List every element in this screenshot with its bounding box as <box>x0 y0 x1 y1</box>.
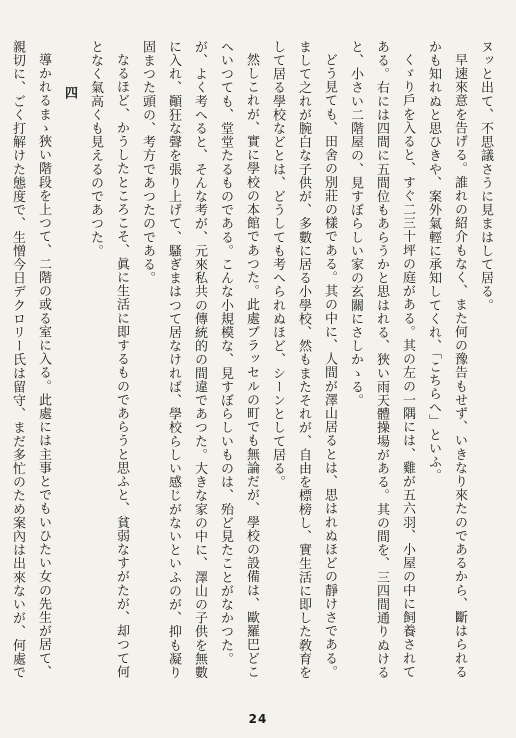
paragraph: 早速來意を告げる。誰れの紹介もなく、また何の豫告もせず、いきなり來たのであるから、斷はられるかも知れぬと思ひきや、案外氣輕に承知してくれ、「こちらへ」といふ。 <box>426 40 467 679</box>
paragraph: 導かれるまゝ狹い階段を上つて、二階の或る室に入る。此處には主事とでもいひたい女の先生が居て、親切に、ごく打解けた態度で、生憎今日デクロリー氏は留守、まだ多忙のため案內は出來ないが、何處で <box>10 40 51 680</box>
paragraph: なるほど、かうしたところこそ、眞に生活に即するものであらうと思ふと、貧弱なすがたが、却つて何となく氣高くも見えるのであつた。 <box>88 40 129 679</box>
section-heading: 四 <box>62 85 77 100</box>
paragraph: くゞり戶を入ると、すぐ二三十坪の庭がある。其の左の一隅には、雞が五六羽、小屋の中に飼養されてある。右には四間に五間位もあらうかと思はれる、狹い雨天體操場がある。其の間を、三四間通りぬけると、小さい二階屋の、見すぼらしい家の玄關にさしかゝる。 <box>348 40 415 680</box>
paragraph: どう見ても、田舍の別莊の樣である。其の中に、人間が澤山居るとは、思はれぬほどの靜けさである。まして之れが腕白な子供が、多數に居る小學校、然もまたそれが、自由を標榜し、實生活に即した敎育をして居る學校などとは、どうしても考へられぬほど、シーンとして居る。 <box>270 40 337 680</box>
paragraph: 然しこれが、實に學校の本館であつた。此處ブラッセルの町でも無論だが、學校の設備は、歐羅巴どこへいつても、堂堂たるものである。こんな小規模な、見すぼらしいものは、殆ど見たことがなかつた。が、よく考へると、そんな考が、元來私共の傳統的の間違であつた。大きな家の中に、澤山の子供を無數に入れ、顚狂な聲を張り上げて、騷ぎまはつて居なければ、學校らしい感じがないといふのが、抑も凝り固まつた頭の、考方であつたのである。 <box>140 40 259 680</box>
vertical-text-body <box>10 40 498 680</box>
page-number: 24 <box>248 712 268 726</box>
paragraph-continuation: ヌッと出て、不思議さうに見まはして居る。 <box>478 40 493 312</box>
